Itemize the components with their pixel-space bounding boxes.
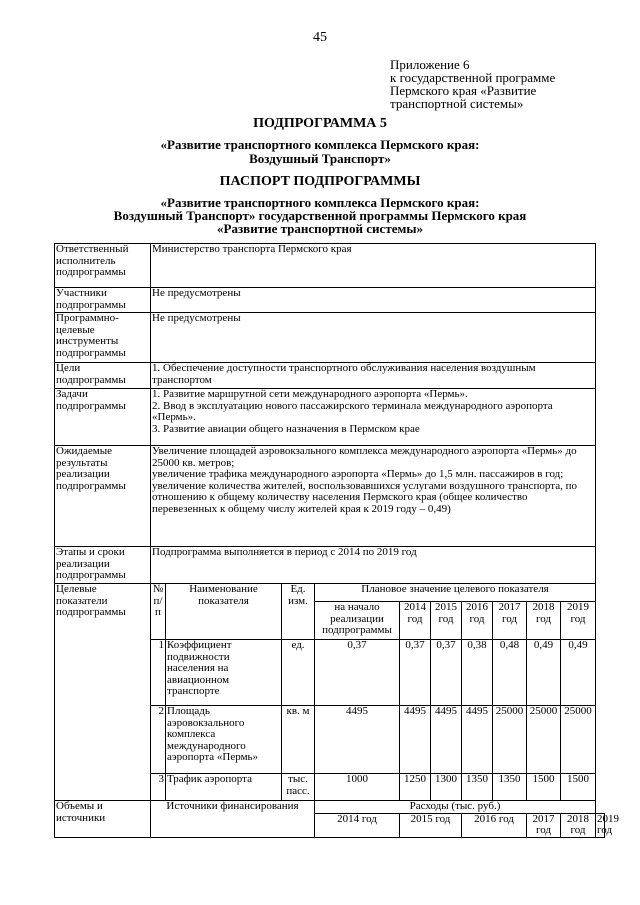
funding-year: 2015 год: [400, 813, 462, 837]
indicator-value: 25000: [561, 706, 596, 774]
passport-name-line: «Развитие транспортной системы»: [217, 221, 423, 236]
funding-year: 2016 год: [462, 813, 527, 837]
task-item: 1. Развитие маршрутной сети международного аэропорта «Пермь».: [152, 388, 468, 400]
indicator-value: 25000: [493, 706, 527, 774]
indicator-num: 1: [151, 640, 166, 706]
indicator-value: 1500: [561, 774, 596, 801]
passport-name: [0, 196, 640, 235]
indicator-value: 0,49: [561, 640, 596, 706]
row-value-responsible: Министерство транспорта Пермского края: [151, 244, 596, 288]
indicator-unit: ед.: [282, 640, 315, 706]
table-row: [55, 244, 605, 288]
indicator-value: 1300: [431, 774, 462, 801]
table-row: [55, 446, 605, 547]
appendix-line: Пермского края «Развитие: [390, 83, 537, 98]
table-row: [55, 363, 605, 389]
subprogram-name-line: Воздушный Транспорт»: [249, 151, 391, 166]
passport-table: [54, 243, 620, 838]
indicator-value: 0,49: [527, 640, 561, 706]
indicator-head-year: 2019 год: [561, 602, 596, 640]
indicator-value: 0,48: [493, 640, 527, 706]
table-row: [55, 584, 605, 602]
table-row: [55, 313, 605, 363]
indicator-num: 2: [151, 706, 166, 774]
indicator-head-year: 2016 год: [462, 602, 493, 640]
subprogram-name: [0, 138, 640, 166]
result-item: увеличение трафика международного аэропорта «Пермь» до 1,5 млн. пассажиров в год;: [152, 468, 564, 480]
subprogram-name-line: «Развитие транспортного комплекса Пермского края:: [160, 137, 480, 152]
table-row: [55, 288, 605, 313]
indicator-head-year: 2014 год: [400, 602, 431, 640]
row-value-stages: Подпрограмма выполняется в период с 2014 по 2019 год: [151, 547, 596, 584]
funding-year: 2019 год: [597, 812, 620, 836]
appendix-line: к государственной программе: [390, 70, 556, 85]
page-number: 45: [313, 30, 327, 45]
row-label-responsible: Ответственный исполнитель подпрограммы: [55, 244, 151, 288]
row-label-indicators: Целевые показатели подпрограммы: [55, 584, 151, 801]
indicator-head-num: № п/п: [151, 584, 166, 640]
indicator-value: 1500: [527, 774, 561, 801]
table-row: [55, 801, 605, 814]
result-item: Увеличение площадей аэровокзального комплекса международного аэропорта «Пермь» до 25000 кв. метров;: [152, 445, 577, 469]
row-label-instruments: Программно-целевые инструменты подпрограммы: [55, 313, 151, 363]
task-item: 3. Развитие авиации общего назначения в Пермском крае: [152, 422, 420, 435]
funding-expenses-head: Расходы (тыс. руб.): [315, 801, 596, 814]
task-item: 2. Ввод в эксплуатацию нового пассажирского терминала международного аэропорта «Пермь».: [152, 399, 553, 423]
row-label-stages: Этапы и сроки реализации подпрограммы: [55, 547, 151, 584]
indicator-head-year: 2015 год: [431, 602, 462, 640]
passport-title: ПАСПОРТ ПОДПРОГРАММЫ: [219, 174, 421, 189]
row-label-results: Ожидаемые результаты реализации подпрограммы: [55, 446, 151, 547]
row-value-goals: 1. Обеспечение доступности транспортного обслуживания населения воздушным транспортом: [151, 363, 596, 389]
result-item: увеличение количества жителей, воспользовавшихся услугами воздушного транспорта, по отношению к общему количеству населения Пермского края (общее количество перевезенных к общему числу жителей края к 2019 году – 0,49): [152, 479, 577, 515]
indicator-value: 0,37: [431, 640, 462, 706]
row-value-instruments: Не предусмотрены: [151, 313, 596, 363]
funding-year: 2018 год: [561, 813, 596, 837]
indicator-name: Коэффициент подвижности населения на авиационном транспорте: [166, 640, 282, 706]
indicator-value: 4495: [400, 706, 431, 774]
indicator-name: Площадь аэровокзального комплекса международного аэропорта «Пермь»: [166, 706, 282, 774]
indicator-head-name: Наименование показателя: [166, 584, 282, 640]
indicator-unit: кв. м: [282, 706, 315, 774]
indicator-value: 4495: [431, 706, 462, 774]
indicator-value: 1250: [400, 774, 431, 801]
passport-name-line: «Развитие транспортного комплекса Пермского края:: [160, 195, 480, 210]
indicator-head-plan: Плановое значение целевого показателя: [315, 584, 596, 602]
indicator-head-year: 2018 год: [527, 602, 561, 640]
appendix-note: [390, 58, 555, 110]
row-value-results: [151, 446, 596, 547]
indicator-start: 1000: [315, 774, 400, 801]
indicator-unit: тыс. пасс.: [282, 774, 315, 801]
funding-sources-head: Источники финансирования: [151, 801, 315, 838]
indicator-value: 1350: [462, 774, 493, 801]
appendix-line: транспортной системы»: [390, 96, 524, 111]
indicator-start: 4495: [315, 706, 400, 774]
indicator-head-year: 2017 год: [493, 602, 527, 640]
row-label-goals: Цели подпрограммы: [55, 363, 151, 389]
table-row: [55, 547, 605, 584]
appendix-line: Приложение 6: [390, 57, 470, 72]
table-row: [55, 389, 605, 446]
indicator-value: 25000: [527, 706, 561, 774]
indicator-value: 0,37: [400, 640, 431, 706]
funding-year: 2014 год: [315, 813, 400, 837]
subprogram-title: ПОДПРОГРАММА 5: [253, 116, 387, 131]
indicator-num: 3: [151, 774, 166, 801]
row-label-funding: Объемы и источники: [55, 801, 151, 838]
indicator-name: Трафик аэропорта: [166, 774, 282, 801]
indicator-value: 0,38: [462, 640, 493, 706]
indicator-value: 1350: [493, 774, 527, 801]
row-value-participants: Не предусмотрены: [151, 288, 596, 313]
indicator-head-start: на начало реализации подпрограммы: [315, 602, 400, 640]
row-value-tasks: [151, 389, 596, 446]
row-label-tasks: Задачи подпрограммы: [55, 389, 151, 446]
indicator-start: 0,37: [315, 640, 400, 706]
indicator-value: 4495: [462, 706, 493, 774]
indicator-head-unit: Ед. изм.: [282, 584, 315, 640]
passport-name-line: Воздушный Транспорт» государственной программы Пермского края: [113, 208, 527, 223]
row-label-participants: Участники подпрограммы: [55, 288, 151, 313]
funding-year: 2017 год: [527, 813, 561, 837]
